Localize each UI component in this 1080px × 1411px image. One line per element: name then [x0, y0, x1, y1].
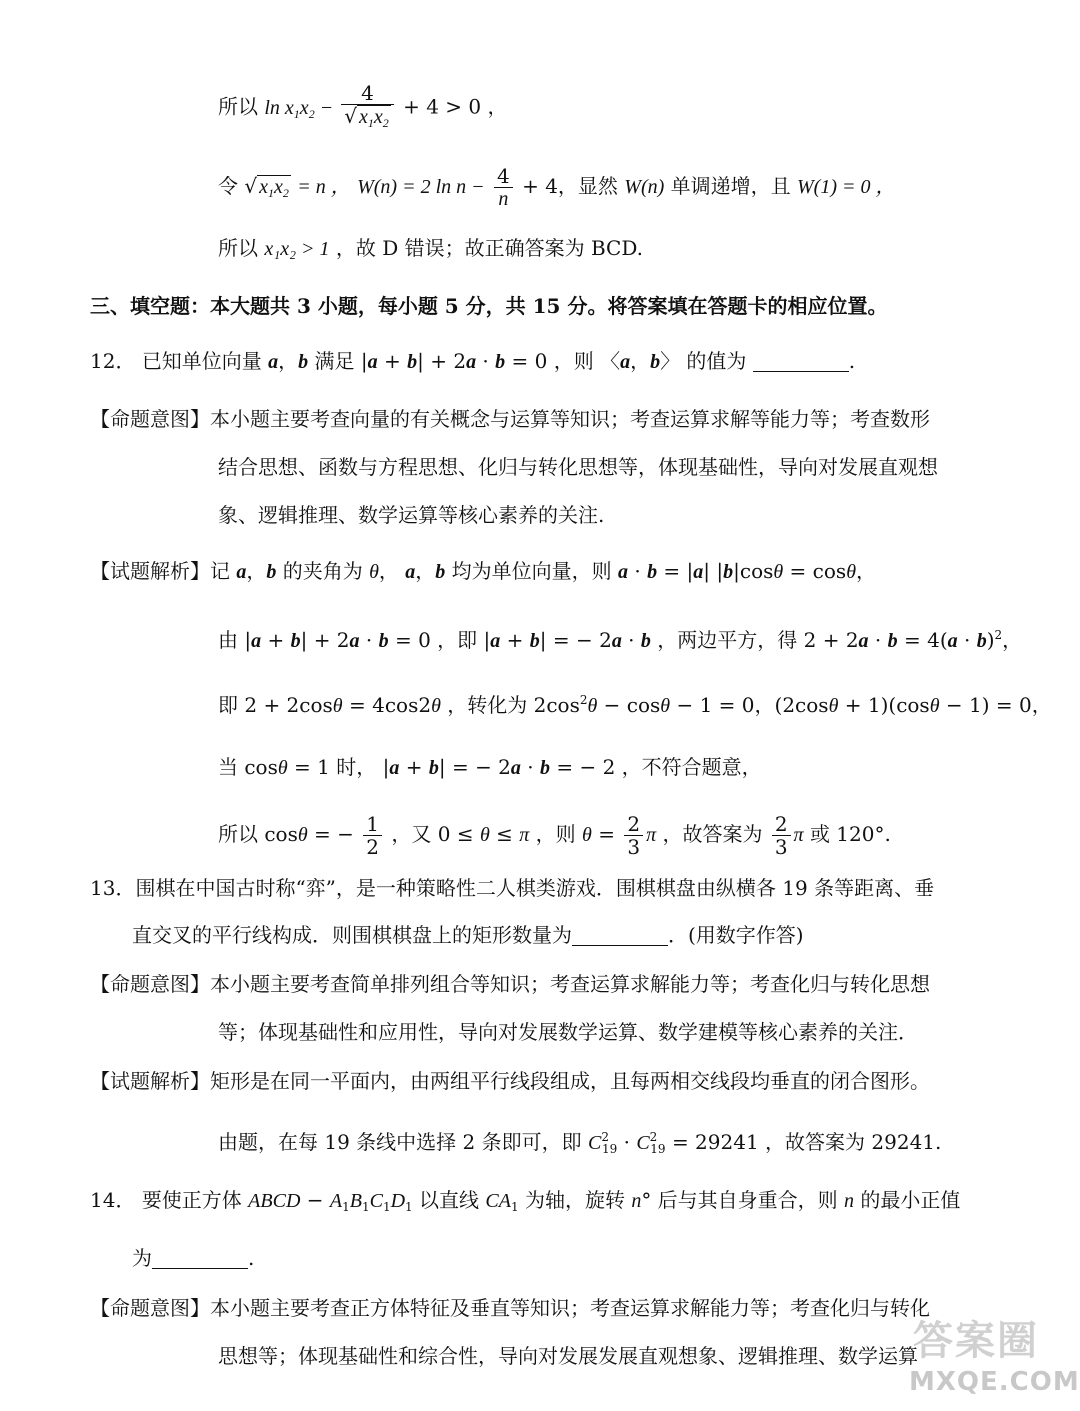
q12-stem: 12． 已知单位向量 a，b 满足 |a + b| + 2a · b = 0 ，则 〈a，b〉 的值为 . [90, 349, 856, 373]
text: 所以 [218, 236, 258, 260]
q13-sol-1 [90, 1066, 930, 1096]
text: 所以 [218, 94, 258, 119]
text: 后与其自身重合，则 [657, 1188, 838, 1212]
q12-sol-5: 所以 cosθ = − $\frac{1}{2}$ ，又 0 ≤ θ ≤ π ，则 θ = $\frac{2}{3}$ π ，故答案为 $\frac{2}{3}$ π 或 120°. [218, 812, 891, 859]
q12-intent-1 [90, 404, 930, 434]
answer-blank[interactable] [152, 1248, 248, 1269]
solution-tag: 【试题解析】 [90, 1069, 210, 1093]
q12-sol-3: 即 2 + 2cosθ = 4cos2θ ，转化为 $2\cos^2\theta - \cos\theta - 1 = 0$，(2cosθ + 1)(cosθ − 1) = 0， [218, 693, 1052, 717]
text: 记 [210, 559, 230, 583]
answer-blank[interactable] [572, 925, 668, 946]
text: 为轴，旋转 [524, 1188, 625, 1212]
text: 围棋在中国古时称“弈”，是一种策略性二人棋类游戏．围棋棋盘由纵横各 19 条等距离、垂 [135, 876, 935, 900]
math: x₁x₂ > 1 [264, 238, 330, 260]
text: 的最小正值 [860, 1188, 961, 1212]
math: = n ， [297, 176, 351, 198]
fraction: $\frac{2}{3}$ [624, 813, 643, 858]
text: 均为单位向量，则 [451, 559, 612, 583]
q14-intent-1 [90, 1293, 930, 1323]
text: ，则 [535, 822, 576, 846]
text: 以直线 [419, 1188, 480, 1212]
text: . [248, 1246, 255, 1270]
text: + 4 > 0 ， [403, 94, 508, 119]
watermark-logo: 答案圈 [913, 1318, 1039, 1364]
answer-blank[interactable] [753, 351, 849, 372]
q14-stem-1: 14． 要使正方体 ABCD − $A_1B_1C_1D_1$ 以直线 $CA_1$ 为轴，旋转 n° 后与其自身重合，则 n 的最小正值 [90, 1188, 961, 1214]
q12-sol-1: 【试题解析】记 a，b 的夹角为 θ， a，b 均为单位向量，则 a · b = |a| |b|cosθ = cosθ， [90, 559, 877, 583]
text: 直交叉的平行线构成．则围棋棋盘上的矩形数量为 [132, 923, 572, 947]
intent-tag: 【命题意图】 [90, 1296, 210, 1320]
text: 要使正方体 [141, 1188, 242, 1212]
text: + 4，显然 [522, 174, 618, 198]
text: 所以 [218, 822, 258, 846]
watermark [905, 1305, 1080, 1405]
prev-line-3 [218, 233, 643, 264]
q12-intent-2: 结合思想、函数与方程思想、化归与转化思想等，体现基础性，导向对发展直观想 [218, 455, 938, 479]
text: ，又 [391, 822, 432, 846]
text: ，故答案为 [662, 822, 763, 846]
text: = 29241 ，故答案为 29241. [671, 1130, 942, 1154]
text: ，则 [553, 349, 594, 373]
text: ，两边平方，得 [657, 628, 798, 652]
intent-tag: 【命题意图】 [90, 972, 210, 996]
q13-intent-1 [90, 969, 930, 999]
q13-sol-2: 由题，在每 19 条线中选择 2 条即可，即 $C^2_{19} \cdot C^2_{19} = 29241$ ，故答案为 29241. [218, 1130, 942, 1156]
text: 由题，在每 19 条线中选择 2 条即可，即 [218, 1130, 582, 1154]
section-title: 三、填空题：本大题共 3 小题，每小题 5 分，共 15 分。将答案填在答题卡的相应位置。 [90, 294, 888, 318]
q14-intent-2: 思想等；体现基础性和综合性，导向对发展发展直观想象、逻辑推理、数学运算 [218, 1344, 918, 1368]
text: 为 [132, 1246, 152, 1270]
prev-line-2: 令 √ $x_1x_2 = n$ ， W(n) = 2 ln n − $\frac{4}{n}$ + 4，显然 W(n) 单调递增，且 W(1) = 0 ， [218, 164, 896, 210]
text: 满足 [314, 349, 355, 373]
fraction: $\frac{1}{2}$ [363, 813, 382, 858]
text: ，故 D 错误；故正确答案为 BCD. [335, 236, 644, 260]
watermark-text: MXQE.COM [909, 1367, 1080, 1397]
q12-sol-4: 当 cosθ = 1 时， |a + b| = − 2a · b = − 2 ，不符合题意， [218, 755, 762, 779]
intent-tag: 【命题意图】 [90, 407, 210, 431]
text: ，不符合题意， [621, 755, 762, 779]
fraction: $\frac{4}{n}$ [494, 165, 513, 210]
question-number: 13． [90, 876, 136, 900]
text: 由 [218, 628, 238, 652]
math: W(n) [624, 176, 665, 198]
text: 的值为 [686, 349, 747, 373]
solution-tag: 【试题解析】 [90, 559, 210, 583]
text: ．(用数字作答) [668, 923, 804, 947]
text: 本小题主要考查正方体特征及垂直等知识；考查运算求解能力等；考查化归与转化 [210, 1296, 930, 1320]
q13-stem-1 [90, 873, 934, 903]
prev-line-1: 所以 $\ln x_1x_2$ − $\frac{4}{√ x_1x_2}$ + 4 > 0 ， [218, 82, 507, 134]
text: 即 [218, 693, 238, 717]
text: 时， [336, 755, 377, 779]
fraction: $\frac{4}{√ x_1x_2}$ [341, 82, 394, 134]
q13-intent-2: 等；体现基础性和应用性，导向对发展数学运算、数学建模等核心素养的关注． [218, 1020, 918, 1044]
text: 本小题主要考查简单排列组合等知识；考查运算求解能力等；考查化归与转化思想 [210, 972, 930, 996]
text: 本小题主要考查向量的有关概念与运算等知识；考查运算求解等能力等；考查数形 [210, 407, 930, 431]
q13-stem-2 [132, 920, 804, 950]
question-number: 14． [90, 1188, 136, 1212]
q14-stem-2 [132, 1243, 254, 1273]
text: ，即 [437, 628, 478, 652]
text: ，转化为 [447, 693, 528, 717]
math: W(1) = 0 ， [797, 176, 896, 198]
q12-intent-3: 象、逻辑推理、数学运算等核心素养的关注. [218, 503, 605, 527]
text: 已知单位向量 [141, 349, 262, 373]
text: 单调递增，且 [670, 174, 791, 198]
text: 矩形是在同一平面内，由两组平行线段组成，且每两相交线段均垂直的闭合图形。 [210, 1069, 930, 1093]
text: 当 [218, 755, 238, 779]
text: 或 120°. [809, 822, 891, 846]
q12-sol-2: 由 |a + b| + 2a · b = 0 ，即 |a + b| = − 2a · b ，两边平方，得 $2 + 2a \cdot b = 4(a \cdot b)^2$， [218, 628, 1023, 652]
text: 的夹角为 [282, 559, 363, 583]
math: W(n) = 2 ln n − [357, 176, 485, 198]
question-number: 12． [90, 349, 136, 373]
text: 令 [218, 174, 238, 198]
fraction: $\frac{2}{3}$ [772, 813, 791, 858]
